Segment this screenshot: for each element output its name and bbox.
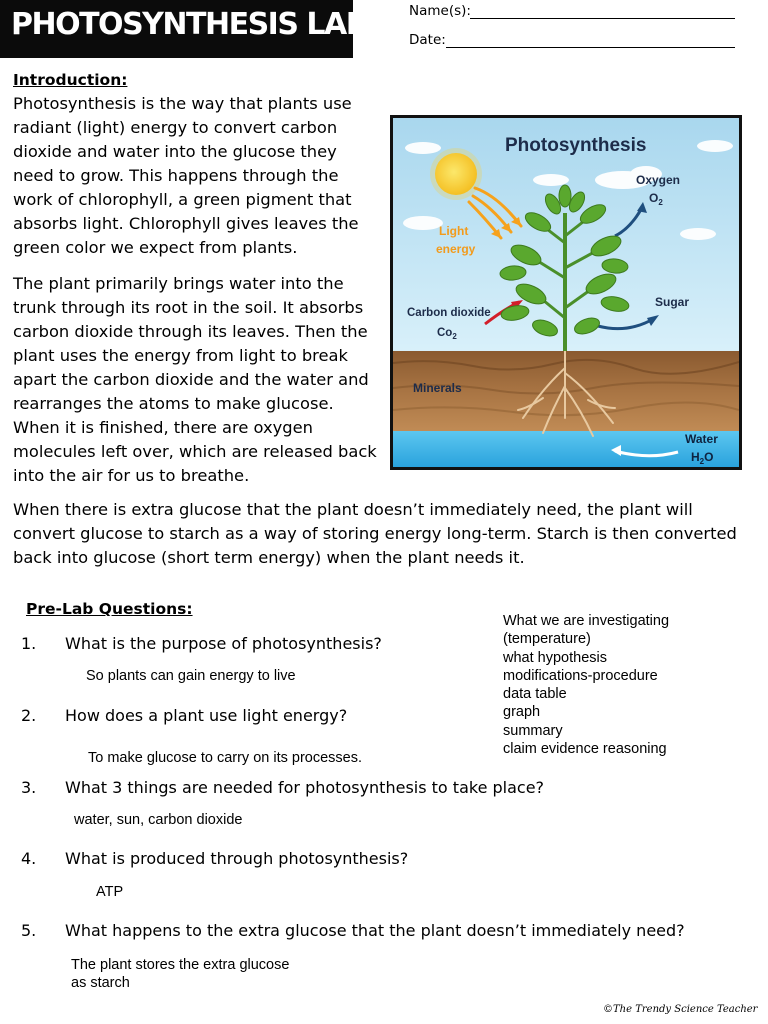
question-text: What happens to the extra glucose that the plant doesn’t immediately need? bbox=[65, 921, 685, 940]
photosynthesis-illustration bbox=[393, 118, 739, 467]
question-number: 5. bbox=[21, 921, 37, 940]
water-symbol: H bbox=[691, 450, 700, 464]
investigation-notes bbox=[503, 612, 669, 758]
carbon-dioxide-symbol: Co bbox=[437, 327, 453, 339]
note-item: modifications-procedure bbox=[503, 667, 658, 684]
carbon-dioxide-subscript: 2 bbox=[452, 332, 457, 341]
light-energy-label: Light bbox=[439, 224, 469, 238]
note-item: summary bbox=[503, 722, 563, 739]
note-item: data table bbox=[503, 686, 567, 703]
oxygen-symbol: O bbox=[649, 191, 659, 205]
oxygen-label: Oxygen bbox=[636, 173, 681, 187]
note-item: claim evidence reasoning bbox=[503, 741, 667, 758]
intro-paragraph-3-text: When there is extra glucose that the plant doesn’t immediately need, the plant will convert glucose to starch as a way of storing energy long-term. Starch is then converted back into glucose (short term energy) when the plant needs it. bbox=[13, 500, 737, 567]
name-field[interactable] bbox=[470, 18, 735, 19]
answer-text[interactable]: as starch bbox=[71, 975, 130, 991]
intro-paragraph-3 bbox=[13, 498, 753, 570]
intro-paragraph-2 bbox=[13, 272, 381, 488]
water-label: Water bbox=[685, 432, 718, 446]
answer-text[interactable]: water, sun, carbon dioxide bbox=[74, 812, 243, 828]
minerals-label: Minerals bbox=[413, 381, 462, 395]
question-text: How does a plant use light energy? bbox=[65, 706, 348, 725]
answer-text[interactable]: To make glucose to carry on its processes. bbox=[88, 750, 363, 766]
intro-paragraph-1 bbox=[13, 92, 381, 260]
carbon-dioxide-label: Carbon dioxide bbox=[407, 307, 491, 319]
name-label: Name(s): bbox=[409, 3, 471, 19]
date-field[interactable] bbox=[446, 47, 735, 48]
credit-text: ©The Trendy Science Teacher bbox=[603, 1004, 758, 1015]
photosynthesis-diagram bbox=[390, 115, 742, 470]
note-item: what hypothesis bbox=[503, 649, 607, 666]
introduction-heading: Introduction: bbox=[13, 71, 128, 89]
note-item: What we are investigating bbox=[503, 613, 670, 629]
sugar-label: Sugar bbox=[655, 295, 690, 309]
water-subscript: 2 bbox=[699, 457, 705, 466]
question-text: What is produced through photosynthesis? bbox=[65, 849, 409, 868]
oxygen-subscript: 2 bbox=[658, 198, 663, 207]
answer-text[interactable]: ATP bbox=[96, 884, 124, 900]
intro-paragraph-1-text: Photosynthesis is the way that plants use radiant (light) energy to convert carbon dioxide and water into the glucose they need to grow. This happens through the work of chlorophyll, a green pigment that absorbs light. Chlorophyll gives leaves the green color we expect from plants. bbox=[13, 94, 359, 257]
date-label: Date: bbox=[409, 32, 446, 48]
page-title: PHOTOSYNTHESIS LAB bbox=[11, 7, 368, 42]
answer-text[interactable]: So plants can gain energy to live bbox=[86, 668, 296, 684]
intro-paragraph-2-text: The plant primarily brings water into the trunk through its root in the soil. It absorbs carbon dioxide through its leaves. Then the plant uses the energy from light to break apart the carbon dioxide and the water and rearranges the atoms to make glucose. When it is finished, there are oxygen molecules left over, which are released back into the air for us to breathe. bbox=[13, 274, 377, 485]
question-number: 2. bbox=[21, 706, 37, 725]
question-number: 1. bbox=[21, 634, 37, 653]
note-item: graph bbox=[503, 704, 541, 721]
question-text: What 3 things are needed for photosynthesis to take place? bbox=[65, 778, 545, 797]
light-energy-label-2: energy bbox=[436, 242, 476, 256]
question-number: 4. bbox=[21, 849, 37, 868]
note-item: (temperature) bbox=[503, 631, 591, 648]
question-text: What is the purpose of photosynthesis? bbox=[65, 634, 382, 653]
answer-text[interactable]: The plant stores the extra glucose bbox=[71, 957, 290, 973]
question-number: 3. bbox=[21, 778, 37, 797]
water-symbol-end: O bbox=[704, 450, 714, 464]
prelab-heading: Pre-Lab Questions: bbox=[26, 600, 193, 618]
diagram-title: Photosynthesis bbox=[505, 135, 647, 156]
